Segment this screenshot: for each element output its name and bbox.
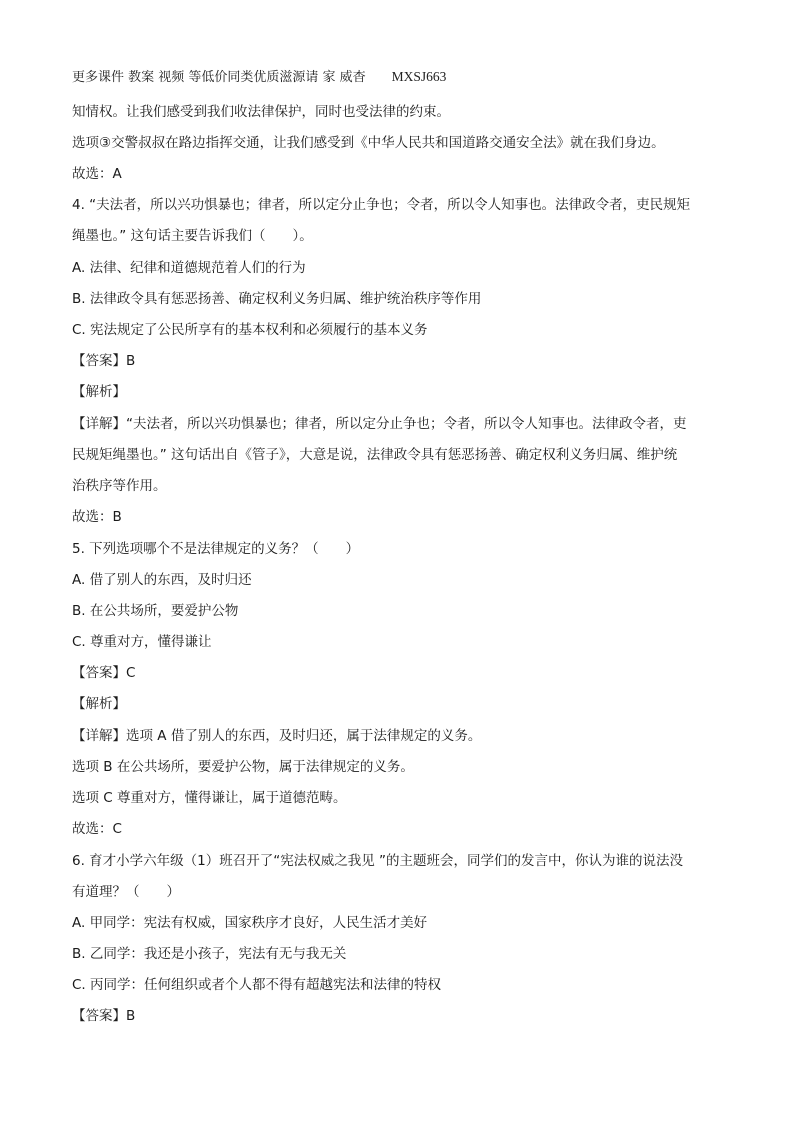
detail-text: 民规矩绳墨也。” 这句话出自《管子》，大意是说，法律政令具有惩恶扬善、确定权利义务归属、维护统: [72, 447, 678, 463]
question-4-text: 4. “夫法者，所以兴功惧暴也；律者，所以定分止争也；令者，所以令人知事也。法律政令者，吏民规矩: [72, 197, 691, 213]
question-6-text: 有道理？（ ）: [72, 884, 180, 900]
option-a: A. 甲同学：宪法有权威，国家秩序才良好，人民生活才美好: [72, 915, 428, 931]
answer-choice: 故选：B: [72, 509, 122, 525]
analysis-label: 【解析】: [72, 696, 126, 712]
text-line: 知情权。让我们感受到我们收法律保护，同时也受法律的约束。: [72, 104, 450, 120]
detail-text: 选项 B 在公共场所，要爱护公物，属于法律规定的义务。: [72, 759, 414, 775]
question-4-text: 绳墨也。” 这句话主要告诉我们（ ）。: [72, 228, 313, 244]
detail-text: 选项 C 尊重对方，懂得谦让，属于道德范畴。: [72, 790, 347, 806]
option-c: C. 丙同学：任何组织或者个人都不得有超越宪法和法律的特权: [72, 977, 442, 993]
option-c: C. 尊重对方，懂得谦让: [72, 634, 212, 650]
answer-choice: 故选：A: [72, 166, 122, 182]
detail-text: 【详解】选项 A 借了别人的东西，及时归还，属于法律规定的义务。: [72, 728, 482, 744]
text-line: 选项③交警叔叔在路边指挥交通，让我们感受到《中华人民共和国道路交通安全法》就在我们身边。: [72, 135, 665, 151]
answer-label: 【答案】C: [72, 665, 136, 681]
answer-label: 【答案】B: [72, 353, 136, 369]
option-b: B. 在公共场所，要爱护公物: [72, 603, 239, 619]
option-a: A. 借了别人的东西，及时归还: [72, 572, 252, 588]
answer-choice: 故选：C: [72, 821, 122, 837]
answer-label: 【答案】B: [72, 1008, 136, 1024]
option-b: B. 乙同学：我还是小孩子，宪法有无与我无关: [72, 946, 347, 962]
detail-text: 【详解】“夫法者，所以兴功惧暴也；律者，所以定分止争也；令者，所以令人知事也。法律政令者，吏: [72, 416, 687, 432]
detail-text: 治秩序等作用。: [72, 478, 167, 494]
question-5-text: 5. 下列选项哪个不是法律规定的义务？（ ）: [72, 541, 360, 557]
page-header: [72, 66, 446, 85]
option-c: C. 宪法规定了公民所享有的基本权利和必须履行的基本义务: [72, 322, 428, 338]
header-promo-text: 更多课件 教案 视频 等低价同类优质滋源请 家 威杳: [72, 70, 366, 85]
header-code: MXSJ663: [391, 69, 447, 84]
option-a: A. 法律、纪律和道德规范着人们的行为: [72, 260, 306, 276]
question-6-text: 6. 育才小学六年级（1）班召开了“宪法权威之我见 ”的主题班会，同学们的发言中，你认为谁的说法没: [72, 853, 684, 869]
option-b: B. 法律政令具有惩恶扬善、确定权利义务归属、维护统治秩序等作用: [72, 291, 482, 307]
analysis-label: 【解析】: [72, 384, 126, 400]
